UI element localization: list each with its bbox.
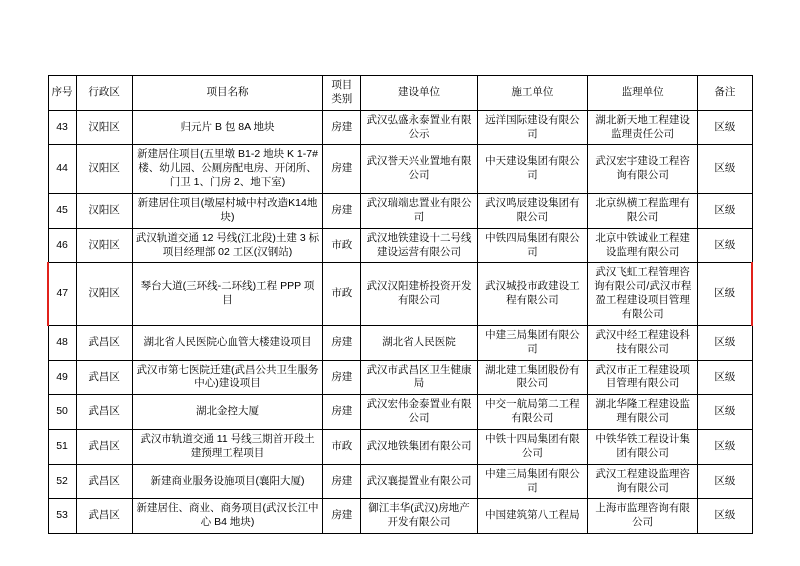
cell-note: 区级 — [698, 228, 752, 263]
cell-project-type: 房建 — [323, 360, 361, 395]
cell-project-type: 房建 — [323, 194, 361, 229]
cell-note: 区级 — [698, 430, 752, 465]
table-row — [48, 464, 752, 499]
cell-supervisor: 武汉工程建设监理咨询有限公司 — [588, 464, 698, 499]
cell-district: 汉阳区 — [76, 145, 132, 194]
cell-note: 区级 — [698, 263, 752, 325]
cell-project-name: 湖北金控大厦 — [132, 395, 323, 430]
cell-builder: 武汉襄提置业有限公司 — [361, 464, 477, 499]
cell-note: 区级 — [698, 145, 752, 194]
cell-seq: 47 — [48, 263, 76, 325]
cell-district: 汉阳区 — [76, 263, 132, 325]
cell-constructor: 湖北建工集团股份有限公司 — [477, 360, 587, 395]
cell-project-type: 房建 — [323, 110, 361, 145]
cell-constructor: 中铁四局集团有限公司 — [477, 228, 587, 263]
header-project-name: 项目名称 — [132, 76, 323, 111]
cell-project-name: 归元片 B 包 8A 地块 — [132, 110, 323, 145]
cell-builder: 武汉地铁建设十二号线建设运营有限公司 — [361, 228, 477, 263]
cell-builder: 御江丰华(武汉)房地产开发有限公司 — [361, 499, 477, 534]
cell-project-type: 房建 — [323, 325, 361, 360]
cell-builder: 武汉汉阳建桥投资开发有限公司 — [361, 263, 477, 325]
cell-supervisor: 湖北华隆工程建设监理有限公司 — [588, 395, 698, 430]
table-row — [48, 145, 752, 194]
cell-district: 武昌区 — [76, 430, 132, 465]
cell-project-name: 新建居住项目(墩屋村城中村改造K14地块) — [132, 194, 323, 229]
cell-constructor: 中铁十四局集团有限公司 — [477, 430, 587, 465]
cell-district: 武昌区 — [76, 325, 132, 360]
cell-district: 汉阳区 — [76, 194, 132, 229]
cell-district: 武昌区 — [76, 499, 132, 534]
cell-builder: 湖北省人民医院 — [361, 325, 477, 360]
cell-project-name: 琴台大道(三环线-二环线)工程 PPP 项目 — [132, 263, 323, 325]
table-body — [48, 110, 752, 533]
table-row — [48, 228, 752, 263]
cell-note: 区级 — [698, 325, 752, 360]
cell-builder: 武汉弘盛永泰置业有限公示 — [361, 110, 477, 145]
cell-note: 区级 — [698, 110, 752, 145]
cell-seq: 48 — [48, 325, 76, 360]
cell-district: 武昌区 — [76, 464, 132, 499]
cell-builder: 武汉地铁集团有限公司 — [361, 430, 477, 465]
cell-project-type: 房建 — [323, 464, 361, 499]
table-header — [48, 76, 752, 111]
cell-project-name: 新建居住项目(五里墩 B1-2 地块 K 1-7#楼、幼儿园、公厕房配电房、开闭所、门卫 1、门房 2、地下室) — [132, 145, 323, 194]
cell-project-name: 新建居住、商业、商务项目(武汉长江中心 B4 地块) — [132, 499, 323, 534]
cell-note: 区级 — [698, 194, 752, 229]
cell-seq: 50 — [48, 395, 76, 430]
cell-project-name: 武汉市第七医院迁建(武昌公共卫生服务中心)建设项目 — [132, 360, 323, 395]
header-seq: 序号 — [48, 76, 76, 111]
cell-constructor: 中建三局集团有限公司 — [477, 325, 587, 360]
cell-supervisor: 武汉中经工程建设科技有限公司 — [588, 325, 698, 360]
cell-constructor: 远洋国际建设有限公司 — [477, 110, 587, 145]
cell-supervisor: 武汉市正工程建设项目管理有限公司 — [588, 360, 698, 395]
cell-constructor: 中国建筑第八工程局 — [477, 499, 587, 534]
cell-project-type: 房建 — [323, 499, 361, 534]
cell-note: 区级 — [698, 499, 752, 534]
cell-seq: 45 — [48, 194, 76, 229]
table-row — [48, 194, 752, 229]
cell-project-type: 市政 — [323, 263, 361, 325]
cell-supervisor: 武汉宏宇建设工程咨询有限公司 — [588, 145, 698, 194]
cell-project-type: 房建 — [323, 145, 361, 194]
cell-district: 武昌区 — [76, 360, 132, 395]
cell-district: 武昌区 — [76, 395, 132, 430]
cell-constructor: 中天建设集团有限公司 — [477, 145, 587, 194]
cell-note: 区级 — [698, 360, 752, 395]
table-header-row — [48, 76, 752, 111]
cell-seq: 46 — [48, 228, 76, 263]
header-constructor: 施工单位 — [477, 76, 587, 111]
cell-builder: 武汉誉天兴业置地有限公司 — [361, 145, 477, 194]
cell-district: 汉阳区 — [76, 228, 132, 263]
header-builder: 建设单位 — [361, 76, 477, 111]
table-row — [48, 430, 752, 465]
cell-project-name: 新建商业服务设施项目(襄阳大厦) — [132, 464, 323, 499]
cell-note: 区级 — [698, 464, 752, 499]
cell-supervisor: 武汉飞虹工程管理咨询有限公司/武汉市程盈工程建设项目管理有限公司 — [588, 263, 698, 325]
cell-builder: 武汉瑞端忠置业有限公司 — [361, 194, 477, 229]
cell-note: 区级 — [698, 395, 752, 430]
cell-project-name: 武汉市轨道交通 11 号线三期首开段土建预理工程项目 — [132, 430, 323, 465]
cell-project-name: 武汉轨道交通 12 号线(江北段)土建 3 标项目经理部 02 工区(汉钢站) — [132, 228, 323, 263]
cell-seq: 49 — [48, 360, 76, 395]
cell-supervisor: 北京中铁诚业工程建设监理有限公司 — [588, 228, 698, 263]
cell-project-type: 房建 — [323, 395, 361, 430]
cell-seq: 43 — [48, 110, 76, 145]
cell-district: 汉阳区 — [76, 110, 132, 145]
table-row — [48, 360, 752, 395]
cell-constructor: 武汉城投市政建设工程有限公司 — [477, 263, 587, 325]
cell-builder: 武汉市武昌区卫生健康局 — [361, 360, 477, 395]
table-row — [48, 325, 752, 360]
cell-builder: 武汉宏伟金泰置业有限公司 — [361, 395, 477, 430]
header-supervisor: 监理单位 — [588, 76, 698, 111]
table-row-highlighted — [48, 263, 752, 325]
project-table-container — [47, 75, 753, 534]
table-row — [48, 110, 752, 145]
cell-project-type: 市政 — [323, 430, 361, 465]
cell-project-type: 市政 — [323, 228, 361, 263]
cell-supervisor: 北京纵横工程监理有限公司 — [588, 194, 698, 229]
cell-constructor: 中建三局集团有限公司 — [477, 464, 587, 499]
header-project-type: 项目类别 — [323, 76, 361, 111]
cell-project-name: 湖北省人民医院心血管大楼建设项目 — [132, 325, 323, 360]
cell-seq: 44 — [48, 145, 76, 194]
project-list-table — [47, 75, 753, 534]
cell-seq: 53 — [48, 499, 76, 534]
cell-seq: 52 — [48, 464, 76, 499]
table-row — [48, 499, 752, 534]
table-row — [48, 395, 752, 430]
cell-supervisor: 中铁华铁工程设计集团有限公司 — [588, 430, 698, 465]
cell-supervisor: 湖北新天地工程建设监理责任公司 — [588, 110, 698, 145]
cell-supervisor: 上海市监理咨询有限公司 — [588, 499, 698, 534]
cell-seq: 51 — [48, 430, 76, 465]
cell-constructor: 武汉鸣辰建设集团有限公司 — [477, 194, 587, 229]
header-district: 行政区 — [76, 76, 132, 111]
cell-constructor: 中交一航局第二工程有限公司 — [477, 395, 587, 430]
header-note: 备注 — [698, 76, 752, 111]
